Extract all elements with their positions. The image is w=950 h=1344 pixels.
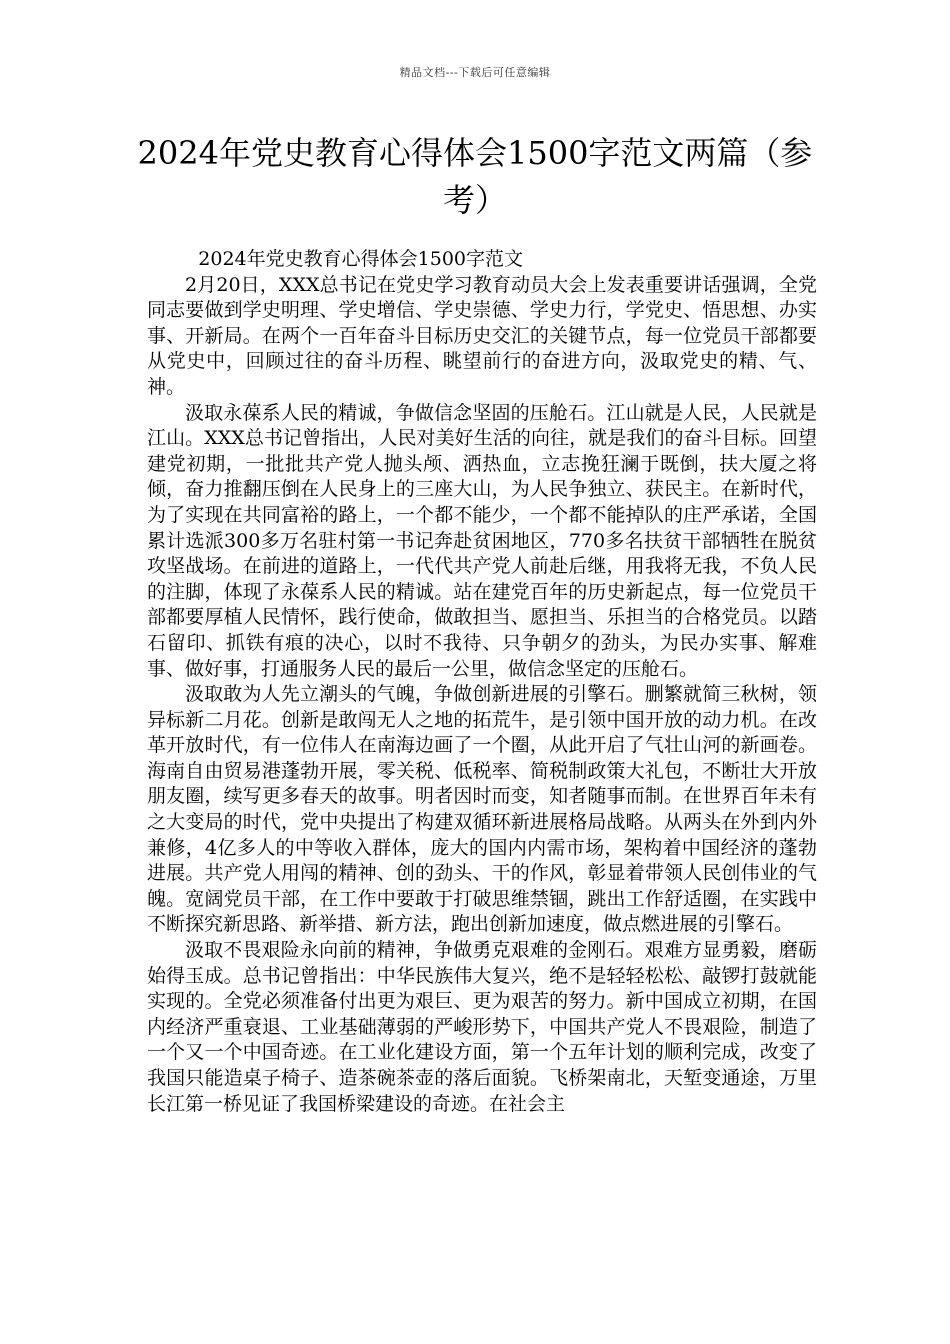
document-body <box>147 247 817 1117</box>
paragraph: 汲取永葆系人民的精诚，争做信念坚固的压舱石。江山就是人民，人民就是江山。XXX总书记曾指出，人民对美好生活的向往，就是我们的奋斗目标。回望建党初期，一批批共产党人抛头颅、洒热血，立志挽狂澜于既倒，扶大厦之将倾，奋力推翻压倒在人民身上的三座大山，为人民争独立、获民主。在新时代，为了实现在共同富裕的路上，一个都不能少，一个都不能掉队的庄严承诺，全国累计选派300多万名驻村第一书记奔赴贫困地区，770多名扶贫干部牺牲在脱贫攻坚战场。在前进的道路上，一代代共产党人前赴后继，用我将无我，不负人民的注脚，体现了永葆系人民的精诚。站在建党百年的历史新起点，每一位党员干部都要厚植人民情怀，践行使命，做敢担当、愿担当、乐担当的合格党员。以踏石留印、抓铁有痕的决心，以时不我待、只争朝夕的劲头，为民办实事、解难事、做好事，打通服务人民的最后一公里，做信念坚定的压舱石。 <box>147 401 817 680</box>
header-note: 精品文档---下载后可任意编辑 <box>399 66 551 79</box>
document-title: 2024年党史教育心得体会1500字范文两篇（参考） <box>137 134 813 219</box>
section-subtitle: 2024年党史教育心得体会1500字范文 <box>198 248 524 270</box>
paragraph: 汲取敢为人先立潮头的气魄，争做创新进展的引擎石。删繁就简三秋树，领异标新二月花。创新是敢闯无人之地的拓荒牛，是引领中国开放的动力机。在改革开放时代，有一位伟人在南海边画了一个圈，从此开启了气壮山河的新画卷。海南自由贸易港蓬勃开展，零关税、低税率、简税制政策大礼包，不断壮大开放朋友圈，续写更多春天的故事。明者因时而变，知者随事而制。在世界百年未有之大变局的时代，党中央提出了构建双循环新进展格局战略。从两头在外到内外兼修，4亿多人的中等收入群体，庞大的国内内需市场，架构着中国经济的蓬勃进展。共产党人用闯的精神、创的劲头、干的作风，彰显着带领人民创伟业的气魄。宽阔党员干部，在工作中要敢于打破思维禁锢，跳出工作舒适圈，在实践中不断探究新思路、新举措、新方法，跑出创新加速度，做点燃进展的引擎石。 <box>147 683 817 936</box>
paragraph: 2月20日，XXX总书记在党史学习教育动员大会上发表重要讲话强调，全党同志要做到学史明理、学史增信、学史崇德、学史力行，学党史、悟思想、办实事、开新局。在两个一百年奋斗目标历史交汇的关键节点，每一位党员干部都要从党史中，回顾过往的奋斗历程、眺望前行的奋进方向，汲取党史的精、气、神。 <box>147 273 817 398</box>
paragraph: 汲取不畏艰险永向前的精神，争做勇克艰难的金刚石。艰难方显勇毅，磨砺始得玉成。总书记曾指出：中华民族伟大复兴，绝不是轻轻松松、敲锣打鼓就能实现的。全党必须准备付出更为艰巨、更为艰苦的努力。新中国成立初期，在国内经济严重衰退、工业基础薄弱的严峻形势下，中国共产党人不畏艰险，制造了一个又一个中国奇迹。在工业化建设方面，第一个五年计划的顺利完成，改变了我国只能造桌子椅子、造茶碗茶壶的落后面貌。飞桥架南北，天堑变通途，万里长江第一桥见证了我国桥梁建设的奇迹。在社会主 <box>147 939 817 1115</box>
